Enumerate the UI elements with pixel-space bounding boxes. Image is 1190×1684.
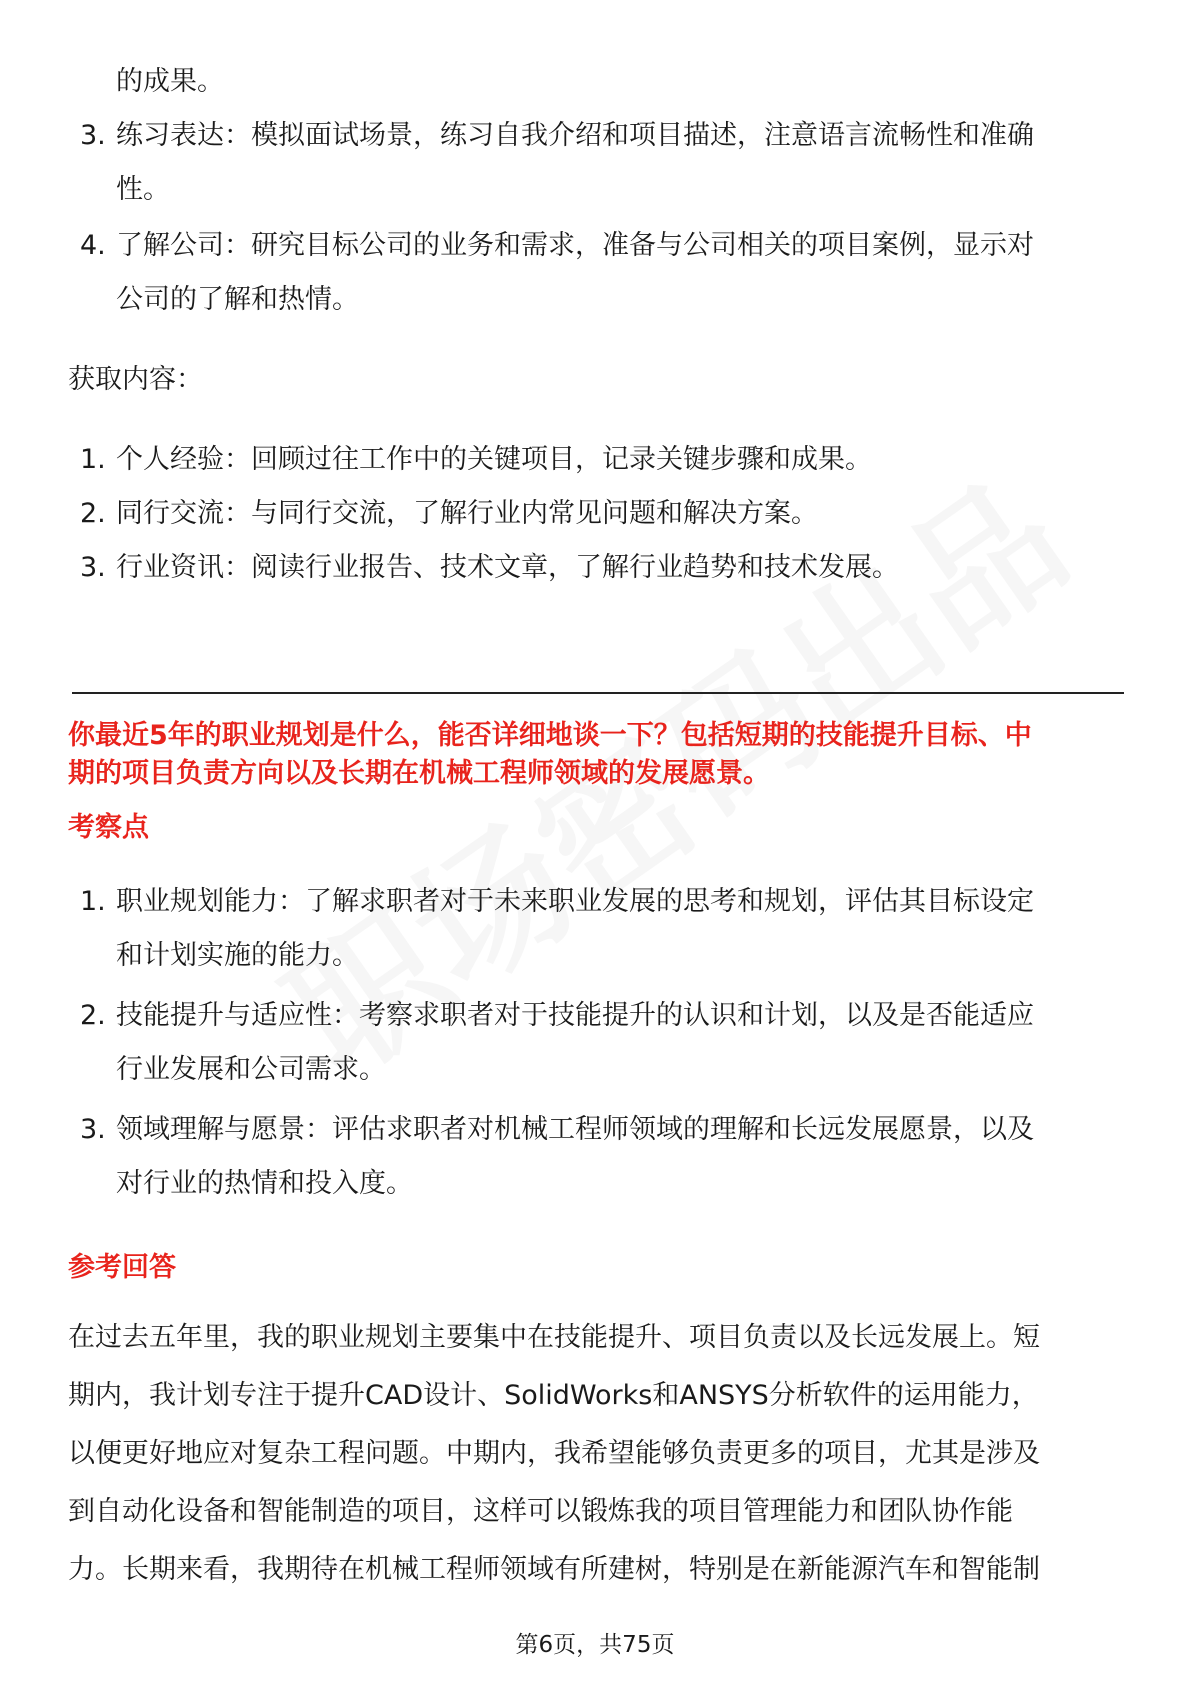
list-number: 3.: [80, 552, 106, 583]
list-item-line: 职业规划能力：了解求职者对于未来职业发展的思考和规划，评估其目标设定: [116, 886, 1034, 917]
list-item-line: 和计划实施的能力。: [116, 940, 359, 971]
list-item-line: 性。: [116, 174, 170, 205]
list-item-line: 对行业的热情和投入度。: [116, 1168, 413, 1199]
list-number: 3.: [80, 120, 106, 151]
answer-line: 期内，我计划专注于提升CAD设计、SolidWorks和ANSYS分析软件的运用能力，: [68, 1380, 1039, 1411]
list-number: 2.: [80, 498, 106, 529]
list-number: 1.: [80, 886, 106, 917]
list-item-tail: 的成果。: [116, 66, 224, 97]
section-divider: [72, 692, 1124, 694]
question-title: 你最近5年的职业规划是什么，能否详细地谈一下？包括短期的技能提升目标、中: [68, 720, 1032, 751]
list-number: 2.: [80, 1000, 106, 1031]
list-item-line: 技能提升与适应性：考察求职者对于技能提升的认识和计划，以及是否能适应: [116, 1000, 1034, 1031]
page-number: 第6页，共75页: [515, 1632, 675, 1658]
list-number: 1.: [80, 444, 106, 475]
answer-line: 以便更好地应对复杂工程问题。中期内，我希望能够负责更多的项目，尤其是涉及: [68, 1438, 1040, 1469]
examine-heading: 考察点: [68, 812, 149, 843]
list-number: 3.: [80, 1114, 106, 1145]
list-item-line: 练习表达：模拟面试场景，练习自我介绍和项目描述，注意语言流畅性和准确: [116, 120, 1034, 151]
list-item: 同行交流：与同行交流，了解行业内常见问题和解决方案。: [116, 498, 818, 529]
list-number: 4.: [80, 230, 106, 261]
list-item-line: 公司的了解和热情。: [116, 284, 359, 315]
section-heading: 获取内容：: [68, 364, 203, 395]
answer-line: 力。长期来看，我期待在机械工程师领域有所建树，特别是在新能源汽车和智能制: [68, 1554, 1040, 1585]
list-item-line: 了解公司：研究目标公司的业务和需求，准备与公司相关的项目案例，显示对: [116, 230, 1034, 261]
list-item-line: 行业发展和公司需求。: [116, 1054, 386, 1085]
answer-line: 到自动化设备和智能制造的项目，这样可以锻炼我的项目管理能力和团队协作能: [68, 1496, 1013, 1527]
question-title: 期的项目负责方向以及长期在机械工程师领域的发展愿景。: [68, 758, 770, 789]
list-item: 行业资讯：阅读行业报告、技术文章，了解行业趋势和技术发展。: [116, 552, 899, 583]
list-item-line: 领域理解与愿景：评估求职者对机械工程师领域的理解和长远发展愿景，以及: [116, 1114, 1034, 1145]
answer-heading: 参考回答: [68, 1252, 176, 1283]
list-item: 个人经验：回顾过往工作中的关键项目，记录关键步骤和成果。: [116, 444, 872, 475]
answer-line: 在过去五年里，我的职业规划主要集中在技能提升、项目负责以及长远发展上。短: [68, 1322, 1040, 1353]
